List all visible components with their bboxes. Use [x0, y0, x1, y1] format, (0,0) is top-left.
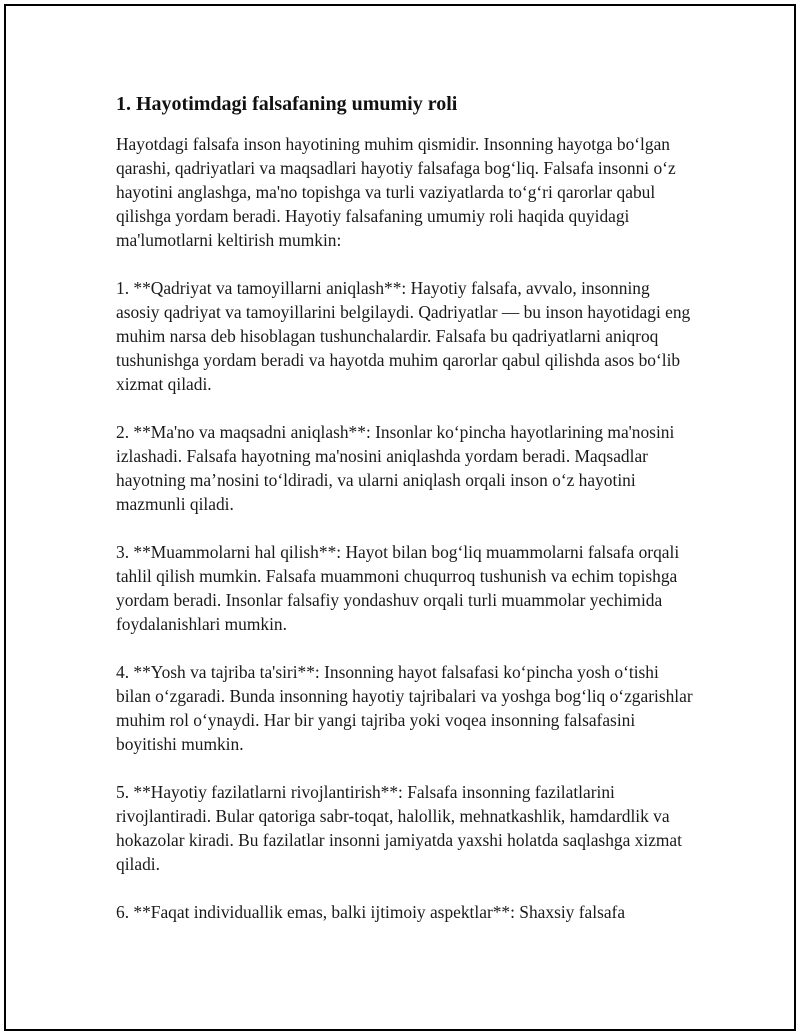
list-item-3: 3. **Muammolarni hal qilish**: Hayot bilan bog‘liq muammolarni falsafa orqali tahlil qilish mumkin. Falsafa muammoni chuqurroq tushunish va echim topishga yordam beradi. Insonlar falsafiy yondashuv orqali turli muammolar yechimida foydalanishlari mumkin. — [116, 542, 680, 634]
list-item-5: 5. **Hayotiy fazilatlarni rivojlantirish**: Falsafa insonning fazilatlarini rivojlantiradi. Bular qatoriga sabr-toqat, halollik, mehnatkashlik, hamdardlik va hokazolar kiradi. Bu fazilatlar insonni jamiyatda yaxshi holatda saqlashga xizmat qiladi. — [116, 782, 682, 874]
intro-paragraph: Hayotdagi falsafa inson hayotining muhim qismidir. Insonning hayotga bo‘lgan qarashi, qadriyatlari va maqsadlari hayotiy falsafaga bog‘liq. Falsafa insonni o‘z hayotini anglashga, ma'no topishga va turli vaziyatlarda to‘g‘ri qarorlar qabul qilishga yordam beradi. Hayotiy falsafaning umumiy roli haqida quyidagi ma'lumotlarni keltirish mumkin: — [116, 134, 676, 250]
document-body — [116, 90, 696, 948]
list-item-6: 6. **Faqat individuallik emas, balki ijtimoiy aspektlar**: Shaxsiy falsafa — [116, 902, 626, 922]
list-item-4: 4. **Yosh va tajriba ta'siri**: Insonning hayot falsafasi ko‘pincha yosh o‘tishi bilan o‘zgaradi. Bunda insonning hayotiy tajribalari va yoshga bog‘liq o‘zgarishlar muhim rol o‘ynaydi. Har bir yangi tajriba yoki voqea insonning falsafasini boyitishi mumkin. — [116, 662, 693, 754]
section-heading: 1. Hayotimdagi falsafaning umumiy roli — [116, 93, 458, 115]
list-item-2: 2. **Ma'no va maqsadni aniqlash**: Insonlar ko‘pincha hayotlarining ma'nosini izlashadi. Falsafa hayotning ma'nosini aniqlashda yordam beradi. Maqsadlar hayotning ma’nosini to‘ldiradi, va ularni aniqlash orqali inson o‘z hayotini mazmunli qiladi. — [116, 422, 675, 514]
list-item-1: 1. **Qadriyat va tamoyillarni aniqlash**: Hayotiy falsafa, avvalo, insonning asosiy qadriyat va tamoyillarini belgilaydi. Qadriyatlar — bu inson hayotidagi eng muhim narsa deb hisoblagan tushunchalardir. Falsafa bu qadriyatlarni aniqroq tushunishga yordam beradi va hayotda muhim qarorlar qabul qilishda asos bo‘lib xizmat qiladi. — [116, 278, 691, 394]
